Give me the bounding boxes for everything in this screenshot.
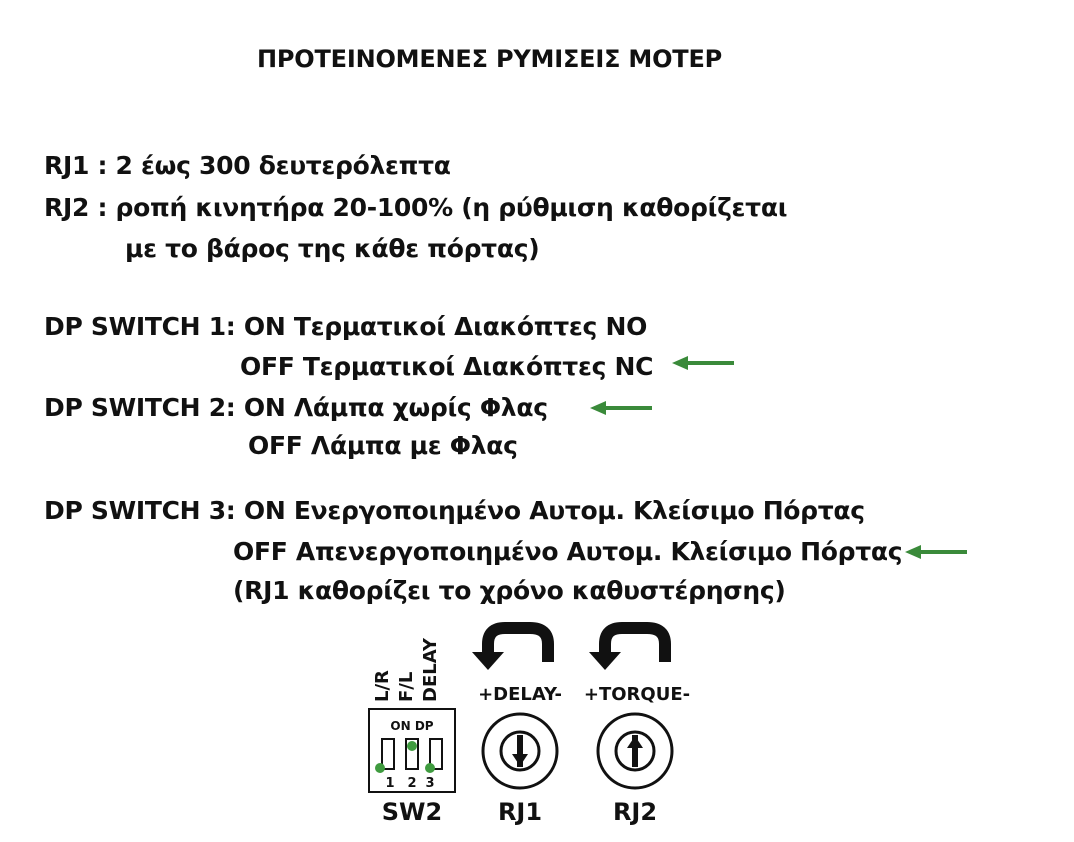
switch-label-fl: F/L (396, 671, 417, 702)
dp-switch-3-on: DP SWITCH 3: ON Ενεργοποιημένο Αυτομ. Κλείσιμο Πόρτας (44, 496, 865, 525)
dip-number-1: 1 (385, 776, 395, 791)
control-board-diagram (360, 622, 720, 837)
dp-switch-2-off: OFF Λάμπα με Φλας (248, 431, 518, 460)
on-dp-label: ON DP (390, 719, 434, 733)
dp-switch-3-note: (RJ1 καθορίζει το χρόνο καθυστέρησης) (233, 576, 786, 605)
rj2-description-continued: με το βάρος της κάθε πόρτας) (125, 234, 540, 263)
dip-switch-1-dot (375, 763, 385, 773)
dip-switch-2-dot (407, 741, 417, 751)
rj1-label: RJ1 (497, 798, 543, 826)
recommended-arrow-icon-1 (672, 356, 736, 370)
dip-number-2: 2 (407, 776, 417, 791)
dp-switch-1-off: OFF Τερματικοί Διακόπτες NC (240, 352, 654, 381)
dp-switch-2-on: DP SWITCH 2: ON Λάμπα χωρίς Φλας (44, 393, 548, 422)
dip-switch-1 (382, 739, 394, 769)
page-title: ΠΡΟΤΕΙΝΟΜΕΝΕΣ ΡΥΜΙΣΕΙΣ ΜΟΤΕΡ (257, 45, 723, 73)
rj2-label: RJ2 (612, 798, 658, 826)
delay-label: +DELAY- (478, 684, 562, 705)
recommended-arrow-icon-2 (590, 401, 654, 415)
recommended-arrow-icon-3 (905, 545, 969, 559)
rj2-knob-icon (598, 714, 672, 788)
delay-rotate-arrow-icon (472, 628, 548, 670)
torque-rotate-arrow-icon (589, 628, 665, 670)
dip-switch-3-dot (425, 763, 435, 773)
dip-number-3: 3 (425, 776, 435, 791)
dp-switch-1-on: DP SWITCH 1: ON Τερματικοί Διακόπτες NO (44, 312, 648, 341)
switch-label-lr: L/R (372, 670, 393, 702)
switch-label-delay: DELAY (420, 638, 441, 702)
dp-switch-3-off: OFF Απενεργοποιημένο Αυτομ. Κλείσιμο Πόρτας (233, 537, 903, 566)
sw2-label: SW2 (381, 798, 443, 826)
rj2-description: RJ2 : ροπή κινητήρα 20-100% (η ρύθμιση καθορίζεται (44, 193, 788, 222)
rj1-knob-icon (483, 714, 557, 788)
rj1-description: RJ1 : 2 έως 300 δευτερόλεπτα (44, 151, 451, 180)
torque-label: +TORQUE- (583, 684, 691, 705)
